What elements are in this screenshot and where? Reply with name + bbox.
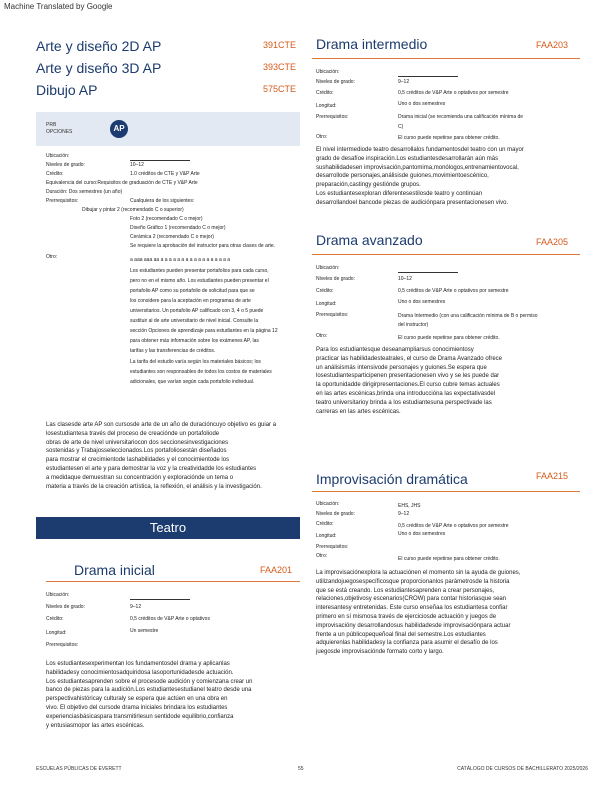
- course-code: 393CTE: [262, 62, 296, 72]
- equivalencia: Equivalencia del curso:Requisitos de graduación de CTE y V&P Arte: [46, 180, 198, 186]
- teatro-section-bar: Teatro: [36, 517, 300, 539]
- desc-line: a medidaque demuestran su concentración y exploraciónde un tema o: [46, 474, 234, 481]
- ap-options-box: [36, 112, 300, 146]
- desc-line: vivo. El objetivo del cursode drama iniciales brindara los estudiantes: [46, 704, 228, 711]
- desc-line: Los estudiantesexploran diferentesestilosde teatro y continúan: [316, 190, 483, 197]
- course-code: 391CTE: [262, 40, 296, 50]
- drama-inicial-code: FAA201: [260, 565, 293, 575]
- prereq-key: Prerrequisitos:: [316, 544, 349, 550]
- prereq-value: del instructor): [398, 322, 429, 328]
- otro-line: sustituir al de arte universitario de nivel inicial. Consulte la: [130, 318, 259, 324]
- ubicacion-blank: [130, 152, 190, 161]
- prereq-line: Cerámica 2 (recomendado C o mejor): [130, 234, 214, 240]
- course-2d: [36, 38, 300, 54]
- otro-line: La tarifa del estudio varía según los materiales básicos; los: [130, 359, 261, 365]
- desc-line: Los estudiantesexperimentan los fundamentosdel drama y aplicanlas: [46, 661, 230, 667]
- desc-line: desarrollandoel bancode piezas de audiciónpara presentacionesen vivo.: [316, 199, 509, 206]
- footer-catalog: CATÁLOGO DE CURSOS DE BACHILLERATO 2025/2026: [457, 766, 588, 772]
- niveles-key: Niveles de grado:: [46, 604, 85, 610]
- longitud-value: Uno o dos semestres: [398, 531, 446, 537]
- otro-line: estudiantes son responsables de todos los costos de materiales: [130, 369, 272, 375]
- course-name: Arte y diseño 2D AP: [36, 38, 162, 54]
- niveles-value: 10–12: [130, 162, 144, 168]
- section-divider: [312, 491, 580, 492]
- prereq-key: Prerrequisitos:: [316, 114, 349, 120]
- niveles-value: 9–12: [130, 604, 142, 610]
- improvisacion-meta: [316, 500, 584, 560]
- otro-key: Otro:: [316, 134, 328, 140]
- desc-line: Los estudiantesaprenden sobre el procesode audición y comienzana crear un: [46, 678, 253, 685]
- prereq-line: Diseño Gráfico 1 (recomendado C o mejor): [130, 225, 226, 231]
- drama-avanzado-code: FAA205: [536, 237, 569, 247]
- otro-value: El curso puede repetirse para obtener crédito.: [398, 335, 500, 341]
- desc-line: utilizandojuegosespecíficosque proporcionanlos parámetrosde la historia: [316, 578, 510, 585]
- desc-line: losestudiantesa través del proceso de creaciónde un portafoliode: [46, 430, 220, 437]
- desc-line: un análisismás intensivode personajes y guiones.Se espera que: [316, 364, 487, 371]
- longitud-value: Uno o dos semestres: [398, 101, 446, 107]
- longitud-key: Longitud:: [316, 103, 337, 109]
- prereq-value: C): [398, 124, 404, 130]
- desc-line: practicar las habilidadesteatrales, el curso de Drama Avanzado ofrece: [316, 355, 502, 362]
- credito-value: 0,5 créditos de V&P Arte o optativos por semestre: [398, 523, 509, 529]
- ubicacion-key: Ubicación:: [46, 592, 70, 598]
- longitud-value: Un semestre: [130, 628, 159, 634]
- prereq-value: Drama inicial (se recomienda una calificación mínima de: [398, 114, 524, 120]
- prereq-key: Prerrequisitos:: [46, 642, 79, 648]
- longitud-value: Uno o dos semestres: [398, 299, 446, 305]
- prereq-line: Se requiere la aprobación del instructor para otras clases de arte.: [130, 243, 276, 249]
- desc-line: grado de desafíoe inspiración.Los estudiantesdesarrollarán aún más: [316, 155, 499, 162]
- otro-line: universitarios. Un portafolio AP calificado con 3, 4 o 5 puede: [130, 308, 264, 314]
- prereq-value: Drama Intermedio (con una calificación mínima de B o permiso: [398, 313, 538, 319]
- desc-line: interesantesy entretenidas. Este curso enseñaa los estudiantesa confiar: [316, 605, 508, 612]
- ap-meta: [46, 152, 296, 422]
- prereq-key: Prerrequisitos:: [46, 198, 79, 204]
- ap-options-label: [46, 122, 72, 136]
- niveles-value: 9–12: [398, 511, 410, 517]
- credito-key: Crédito:: [316, 521, 334, 527]
- niveles-value: 9–12: [398, 79, 410, 85]
- otro-line: adicionales, que varían según cada portafolio individual.: [130, 379, 255, 385]
- credito-key: Crédito:: [46, 171, 64, 177]
- drama-intermedio-meta: [316, 68, 584, 141]
- desc-line: que se está creando. Los estudiantesaprenden a crear personajes,: [316, 587, 495, 594]
- ap-label-line1: PRB: [46, 122, 57, 128]
- desc-line: experienciasbásicaspara transmitirlesun sentidode equilibrio,confianza: [46, 713, 234, 720]
- ubicacion-blank: [398, 264, 458, 273]
- course-name: Dibujo AP: [36, 82, 98, 98]
- drama-intermedio-code: FAA203: [536, 40, 569, 50]
- niveles-value: 10–12: [398, 276, 412, 282]
- prereq-line: Cualquiera de los siguientes:: [130, 198, 195, 204]
- otro-value: El curso puede repetirse para obtener crédito.: [398, 135, 500, 141]
- niveles-key: Niveles de grado:: [316, 276, 355, 282]
- desc-line: la oportunidadde dirigirpresentaciones.El curso cubre temas actuales: [316, 382, 500, 389]
- otro-line: sección Opciones de aprendizaje para estudiantes en la página 12: [130, 328, 278, 334]
- credito-value: 0,5 créditos de V&P Arte o optativos por semestre: [398, 90, 509, 96]
- drama-intermedio-description: [316, 146, 588, 208]
- desc-line: en las artes escénicas,brinda una introduccióna las expectativasdel: [316, 390, 496, 397]
- improvisacion-code: FAA215: [536, 471, 569, 481]
- prereq-key: Prerrequisitos:: [316, 312, 349, 318]
- otro-line: Los estudiantes pueden presentar portafolios para cada curso,: [130, 268, 269, 274]
- otro-line: tarifas y las transferencias de créditos.: [130, 348, 216, 354]
- drama-inicial-title: Drama inicial: [74, 562, 155, 578]
- desc-line: relaciones,objetivosy escenarios(CROW) para contar historiasque sean: [316, 596, 507, 603]
- drama-avanzado-meta: [316, 264, 584, 342]
- desc-line: carreras en las artes escénicas.: [316, 408, 401, 415]
- ubicacion-key: Ubicación:: [316, 69, 340, 75]
- credito-value: 0,5 créditos de V&P Arte o optativos: [130, 616, 210, 622]
- otro-key: Otro:: [46, 254, 58, 260]
- ubicacion-key: Ubicación:: [316, 501, 340, 507]
- otro-line: portafolio AP como su portafolio de solicitud para que se: [130, 288, 255, 294]
- footer-school: ESCUELAS PÚBLICAS DE EVERETT: [36, 766, 122, 772]
- desc-line: desarrollode personajes,análisisde guiones,movimientoescénico,: [316, 173, 489, 180]
- course-name: Arte y diseño 3D AP: [36, 60, 162, 76]
- ubicacion-key: Ubicación:: [46, 153, 70, 159]
- desc-line: adquierenlas habilidadesy la confianza para asumir el desafío de los: [316, 640, 498, 647]
- longitud-key: Longitud:: [316, 533, 337, 539]
- ubicacion-key: Ubicación:: [316, 265, 340, 271]
- desc-line: sostenidas y Trabajosseleccionados.Los portafoliosestán diseñados: [46, 448, 227, 455]
- drama-inicial-description: [46, 660, 306, 730]
- drama-avanzado-title: Drama avanzado: [316, 232, 423, 248]
- desc-line: banco de piezas para la audición.Los estudiantesestudianel teatro desde una: [46, 687, 252, 694]
- niveles-key: Niveles de grado:: [316, 511, 355, 517]
- desc-line: teatro universitarioy brinda a los estudiantesuna perspectivade las: [316, 399, 492, 406]
- course-dibujo: [36, 82, 300, 98]
- otro-line: los considere para la aceptación en programas de arte: [130, 298, 251, 304]
- credito-value: 1.0 créditos de CTE y V&P Arte: [130, 171, 200, 177]
- ubicacion-blank: [398, 68, 458, 77]
- desc-line: estudiantesen el arte y para demostrar la voz y la creatividadde los estudiantes: [46, 465, 257, 472]
- ap-label-line2: OPCIONES: [46, 129, 73, 135]
- otro-line: a aaa aaa aa a a a a a a a a a a a a a a a a a: [130, 257, 231, 263]
- otro-line: pero no en el mismo año. Los estudiantes pueden presentar el: [130, 278, 269, 284]
- otro-key: Otro:: [316, 333, 328, 339]
- niveles-key: Niveles de grado:: [316, 79, 355, 85]
- credito-key: Crédito:: [46, 616, 64, 622]
- desc-line: para mostrar el crecimientode lashabilidades y el conocimientode los: [46, 457, 230, 464]
- drama-inicial-meta: [46, 591, 296, 648]
- niveles-key: Niveles de grado:: [46, 162, 85, 168]
- desc-line: juegosde improvisaciónde formato corto y largo.: [316, 649, 444, 656]
- credito-value: 0,5 créditos de V&P Arte o optativos por semestre: [398, 288, 509, 294]
- desc-line: Las clasesde arte AP son cursosde arte de un año de duracióncuyo objetivo es guiar a: [46, 422, 277, 428]
- duracion: Duración: Dos semestres (un año): [46, 189, 123, 195]
- improvisacion-title: Improvisación dramática: [316, 471, 468, 487]
- otro-line: para obtener más información sobre los exámenes AP, las: [130, 338, 259, 344]
- ubicacion-blank: [130, 591, 190, 600]
- desc-line: obras de arte de nivel universitariocon dos seccionesinvestigaciones: [46, 439, 229, 446]
- prereq-line: Dibujar y pintar 2 (recomendado C o superior): [82, 207, 184, 213]
- drama-intermedio-title: Drama intermedio: [316, 36, 428, 52]
- longitud-key: Longitud:: [316, 301, 337, 307]
- desc-line: frente a un públicopequeñoal final del semestre.Los estudiantes: [316, 631, 486, 638]
- desc-line: perspectivahistóricay culturaly se espera que actúen en una obra en: [46, 696, 228, 703]
- credito-key: Crédito:: [316, 90, 334, 96]
- desc-line: y entusiasmopor las artes escénicas.: [46, 722, 145, 729]
- prereq-line: Foto 2 (recomendado C o mejor): [130, 216, 203, 222]
- section-divider: [312, 58, 580, 59]
- desc-line: preparación,castingy gestiónde grupos.: [316, 182, 421, 189]
- ap-description: [46, 421, 306, 491]
- desc-line: habilidadesy conocimientosadquiridosa lasoportunidadesde actuación.: [46, 669, 234, 676]
- desc-line: primero en sí mismosa través de ejerciciosde actuación y juegos de: [316, 613, 497, 620]
- course-code: 575CTE: [262, 84, 296, 94]
- desc-line: sushabilidadesen improvisación,pantomima,monólogos,entrenamientovocal,: [316, 164, 519, 171]
- drama-avanzado-description: [316, 346, 588, 416]
- improvisacion-description: [316, 569, 588, 657]
- desc-line: El nivel intermediode teatro desarrollalos fundamentosdel teatro con un mayor: [316, 147, 524, 153]
- ubicacion-value: EHS, JHS: [398, 503, 421, 509]
- desc-line: improvisacióny desarrollandosus habilidadesde improvisaciónpara actuar: [316, 622, 511, 629]
- page-number: 55: [298, 766, 304, 772]
- longitud-key: Longitud:: [46, 630, 67, 636]
- credito-key: Crédito:: [316, 288, 334, 294]
- desc-line: materia a través de la creación artística, la reflexión, el análisis y la investigación.: [46, 483, 262, 490]
- desc-line: La improvisaciónexplora la actuaciónen el momento sin la ayuda de guiones,: [316, 570, 521, 576]
- course-3d: [36, 60, 300, 76]
- otro-value: El curso puede repetirse para obtener crédito.: [398, 556, 500, 562]
- desc-line: losestudiantesparticipenen presentacionesen vivo y se les puede dar: [316, 373, 500, 380]
- section-divider: [46, 581, 300, 582]
- desc-line: Para los estudiantesque deseanampliarsus conocimientosy: [316, 347, 474, 353]
- otro-key: Otro:: [316, 553, 328, 559]
- ap-logo-icon: AP: [110, 120, 128, 138]
- section-divider: [312, 254, 580, 255]
- translation-banner: Machine Translated by Google: [4, 2, 113, 11]
